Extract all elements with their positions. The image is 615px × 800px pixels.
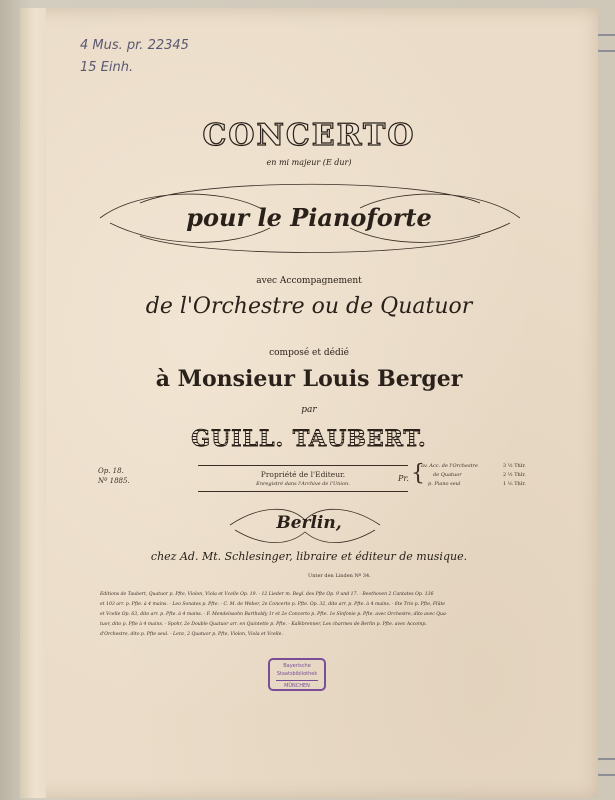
price-value: 3 ½ Thlr. <box>503 463 526 469</box>
rule-top <box>198 465 408 466</box>
publisher-line: chez Ad. Mt. Schlesinger, libraire et éditeur de musique. <box>150 550 468 563</box>
work-title: CONCERTO <box>202 118 416 153</box>
property-line: Propriété de l'Editeur. <box>260 470 346 479</box>
title-page <box>20 8 598 798</box>
opus-number: Op. 18. <box>98 467 124 475</box>
composer-name: GUILL. TAUBERT. <box>20 426 598 452</box>
catalogue-line: tuor, dito p. Pfte à 4 mains. - Spohr, 2e Double Quatuor arr. en Quintette p. Pfte. - Kalkbrenner, Les charmes de Berlin p. Pfte. avec Accomp. <box>100 622 427 627</box>
accompaniment-line: avec Accompagnement <box>256 276 362 286</box>
price-label: av. Acc. de l'Orchestre <box>421 463 478 469</box>
price-brace: { <box>411 461 425 486</box>
price-label: de Quatuor <box>433 472 462 478</box>
publication-city: Berlin, <box>276 513 342 533</box>
stamp-line: MÜNCHEN <box>284 683 310 689</box>
plate-number: Nº 1885. <box>98 477 130 485</box>
units-note: 15 Einh. <box>80 60 134 75</box>
catalogue-line: et 103 arr. p. Pfte. à 4 mains. - Leo Sonates p. Pfte. - C. M. de Weber, 2e Concerto p. Pfte. Op. 32, dito arr. p. Pfte. à 4 mains. - 6te Trio p. Pfte, Flûte <box>100 602 446 607</box>
dedicatee-line: à Monsieur Louis Berger <box>155 366 463 392</box>
key-line: en mi majeur (E dur) <box>266 158 352 167</box>
price-brace-label: Pr. <box>398 474 409 483</box>
instrument-line: pour le Pianoforte <box>186 203 432 232</box>
price-value: 1 ⅙ Thlr. <box>503 481 526 487</box>
dedication-intro: composé et dédié <box>269 348 349 358</box>
archive-line: Enregistré dans l'Archive de l'Union. <box>256 481 350 487</box>
stamp-line: Staatsbibliothek <box>276 671 318 677</box>
ensemble-line: de l'Orchestre ou de Quatuor <box>145 294 473 319</box>
publisher-address: Unter den Linden Nº 34. <box>308 573 371 579</box>
shelfmark-note: 4 Mus. pr. 22345 <box>80 38 189 53</box>
stamp-line: Bayerische <box>283 663 311 669</box>
price-value: 2 ½ Thlr. <box>503 472 526 478</box>
catalogue-line: d'Orchestre, dito p. Pfte seul. - Lenz, 2 Quatuor p. Pfte, Violon, Viola et Vcelle. <box>100 632 283 637</box>
price-label: p. Piano seul <box>428 481 461 487</box>
by-line: par <box>301 405 317 415</box>
catalogue-line: Editions de Taubert, Quatuor p. Pfte, Violon, Viola et Vcelle Op. 19. - 12 Lieder m. Begl. des Pfte Op. 9 und 17. - Beethoven 2 Cantates Op. 136 <box>100 592 434 597</box>
library-stamp <box>268 658 326 691</box>
catalogue-line: et Vcelle Op. 63, dito arr. p. Pfte. à 4 mains. - F. Mendelssohn Bartholdy 1r et 2e Concerto p. Pfte. 1e Sinfonie p. Pfte. avec Orchestre, dito avec Qua- <box>100 612 448 617</box>
stamp-divider <box>276 680 318 681</box>
rule-bottom <box>198 491 408 492</box>
